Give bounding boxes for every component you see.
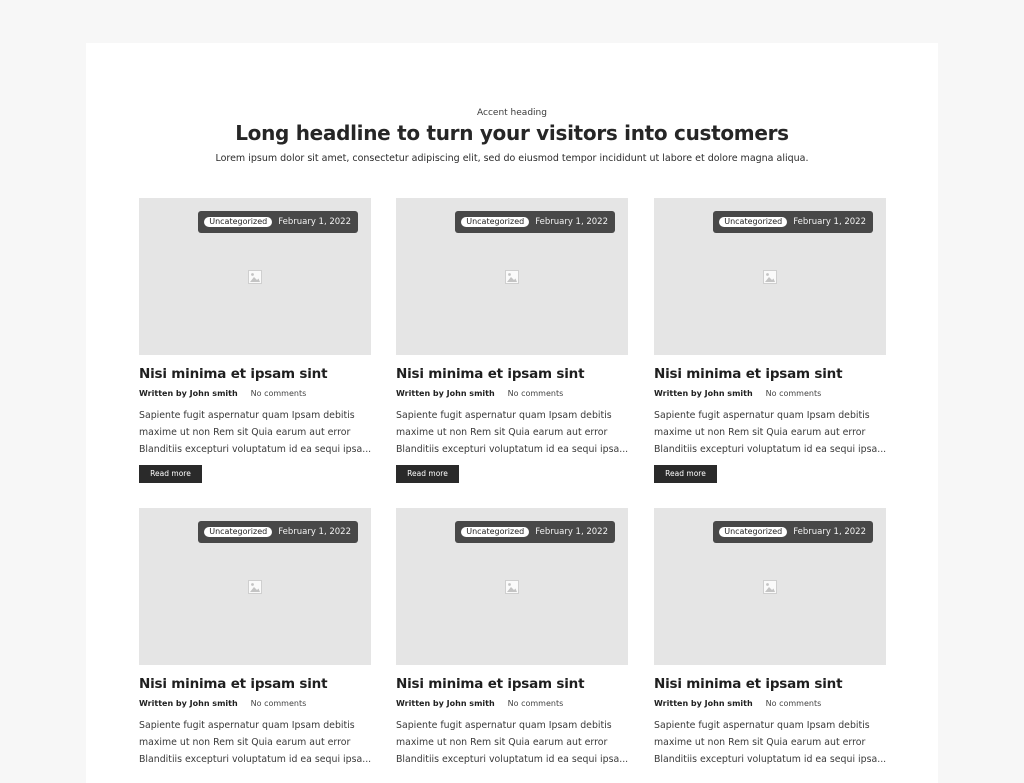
post-byline	[139, 699, 371, 709]
post-title[interactable]: Nisi minima et ipsam sint	[139, 676, 328, 692]
post-excerpt	[139, 407, 371, 458]
post-meta-badge	[455, 211, 615, 233]
post-card	[139, 198, 371, 483]
post-byline	[654, 699, 886, 709]
category-tag[interactable]: Uncategorized	[204, 217, 272, 227]
post-meta-badge	[198, 211, 358, 233]
post-title[interactable]: Nisi minima et ipsam sint	[654, 676, 843, 692]
image-placeholder-icon	[505, 270, 519, 284]
post-byline	[654, 389, 886, 399]
excerpt-line: Blanditiis excepturi voluptatum id ea sequi ipsa...	[396, 754, 628, 765]
post-date: February 1, 2022	[535, 217, 608, 227]
excerpt-line: Sapiente fugit aspernatur quam Ipsam debitis	[396, 720, 612, 731]
post-date: February 1, 2022	[793, 527, 866, 537]
post-date: February 1, 2022	[278, 527, 351, 537]
excerpt-line: maxime ut non Rem sit Quia earum aut error	[139, 427, 351, 438]
excerpt-line: Sapiente fugit aspernatur quam Ipsam debitis	[654, 720, 870, 731]
post-byline	[139, 389, 371, 399]
image-placeholder-icon	[505, 580, 519, 594]
image-placeholder-icon	[248, 580, 262, 594]
intro-text: Lorem ipsum dolor sit amet, consectetur adipiscing elit, sed do eiusmod tempor incididunt ut labore et dolore magna aliqua.	[215, 153, 809, 164]
post-meta-badge	[455, 521, 615, 543]
post-excerpt	[139, 717, 371, 768]
post-title[interactable]: Nisi minima et ipsam sint	[139, 366, 328, 382]
post-author[interactable]: Written by John smith	[139, 389, 238, 398]
excerpt-line: Sapiente fugit aspernatur quam Ipsam debitis	[139, 410, 355, 421]
post-card	[139, 508, 371, 768]
post-date: February 1, 2022	[535, 527, 608, 537]
post-excerpt	[396, 407, 628, 458]
post-author[interactable]: Written by John smith	[396, 699, 495, 708]
post-author[interactable]: Written by John smith	[654, 699, 753, 708]
post-meta-badge	[713, 521, 873, 543]
post-thumbnail[interactable]	[396, 508, 628, 665]
post-title[interactable]: Nisi minima et ipsam sint	[396, 676, 585, 692]
page-headline: Long headline to turn your visitors into customers	[235, 121, 789, 145]
post-card	[396, 508, 628, 768]
post-comments[interactable]: No comments	[507, 699, 564, 708]
post-comments[interactable]: No comments	[765, 699, 822, 708]
excerpt-line: Sapiente fugit aspernatur quam Ipsam debitis	[139, 720, 355, 731]
excerpt-line: maxime ut non Rem sit Quia earum aut error	[654, 427, 866, 438]
post-excerpt	[654, 407, 886, 458]
image-placeholder-icon	[763, 580, 777, 594]
post-excerpt	[396, 717, 628, 768]
category-tag[interactable]: Uncategorized	[461, 527, 529, 537]
post-byline	[396, 389, 628, 399]
post-meta-badge	[198, 521, 358, 543]
post-title[interactable]: Nisi minima et ipsam sint	[654, 366, 843, 382]
post-card	[396, 198, 628, 483]
post-comments[interactable]: No comments	[250, 389, 307, 398]
image-placeholder-icon	[248, 270, 262, 284]
post-thumbnail[interactable]	[396, 198, 628, 355]
excerpt-line: Blanditiis excepturi voluptatum id ea sequi ipsa...	[139, 754, 371, 765]
post-excerpt	[654, 717, 886, 768]
post-author[interactable]: Written by John smith	[396, 389, 495, 398]
post-date: February 1, 2022	[793, 217, 866, 227]
excerpt-line: Blanditiis excepturi voluptatum id ea sequi ipsa...	[139, 444, 371, 455]
post-comments[interactable]: No comments	[507, 389, 564, 398]
post-comments[interactable]: No comments	[765, 389, 822, 398]
post-meta-badge	[713, 211, 873, 233]
post-date: February 1, 2022	[278, 217, 351, 227]
excerpt-line: Sapiente fugit aspernatur quam Ipsam debitis	[654, 410, 870, 421]
post-thumbnail[interactable]	[654, 198, 886, 355]
read-more-button[interactable]: Read more	[654, 465, 717, 483]
post-card	[654, 508, 886, 768]
post-thumbnail[interactable]	[139, 198, 371, 355]
excerpt-line: Blanditiis excepturi voluptatum id ea sequi ipsa...	[654, 754, 886, 765]
post-author[interactable]: Written by John smith	[139, 699, 238, 708]
category-tag[interactable]: Uncategorized	[719, 527, 787, 537]
excerpt-line: Blanditiis excepturi voluptatum id ea sequi ipsa...	[396, 444, 628, 455]
category-tag[interactable]: Uncategorized	[719, 217, 787, 227]
excerpt-line: Blanditiis excepturi voluptatum id ea sequi ipsa...	[654, 444, 886, 455]
category-tag[interactable]: Uncategorized	[204, 527, 272, 537]
excerpt-line: maxime ut non Rem sit Quia earum aut error	[396, 737, 608, 748]
category-tag[interactable]: Uncategorized	[461, 217, 529, 227]
post-comments[interactable]: No comments	[250, 699, 307, 708]
post-thumbnail[interactable]	[654, 508, 886, 665]
excerpt-line: Sapiente fugit aspernatur quam Ipsam debitis	[396, 410, 612, 421]
image-placeholder-icon	[763, 270, 777, 284]
post-card	[654, 198, 886, 483]
post-title[interactable]: Nisi minima et ipsam sint	[396, 366, 585, 382]
read-more-button[interactable]: Read more	[139, 465, 202, 483]
post-thumbnail[interactable]	[139, 508, 371, 665]
excerpt-line: maxime ut non Rem sit Quia earum aut error	[396, 427, 608, 438]
post-byline	[396, 699, 628, 709]
post-author[interactable]: Written by John smith	[654, 389, 753, 398]
excerpt-line: maxime ut non Rem sit Quia earum aut error	[139, 737, 351, 748]
read-more-button[interactable]: Read more	[396, 465, 459, 483]
excerpt-line: maxime ut non Rem sit Quia earum aut error	[654, 737, 866, 748]
accent-heading: Accent heading	[477, 108, 547, 118]
